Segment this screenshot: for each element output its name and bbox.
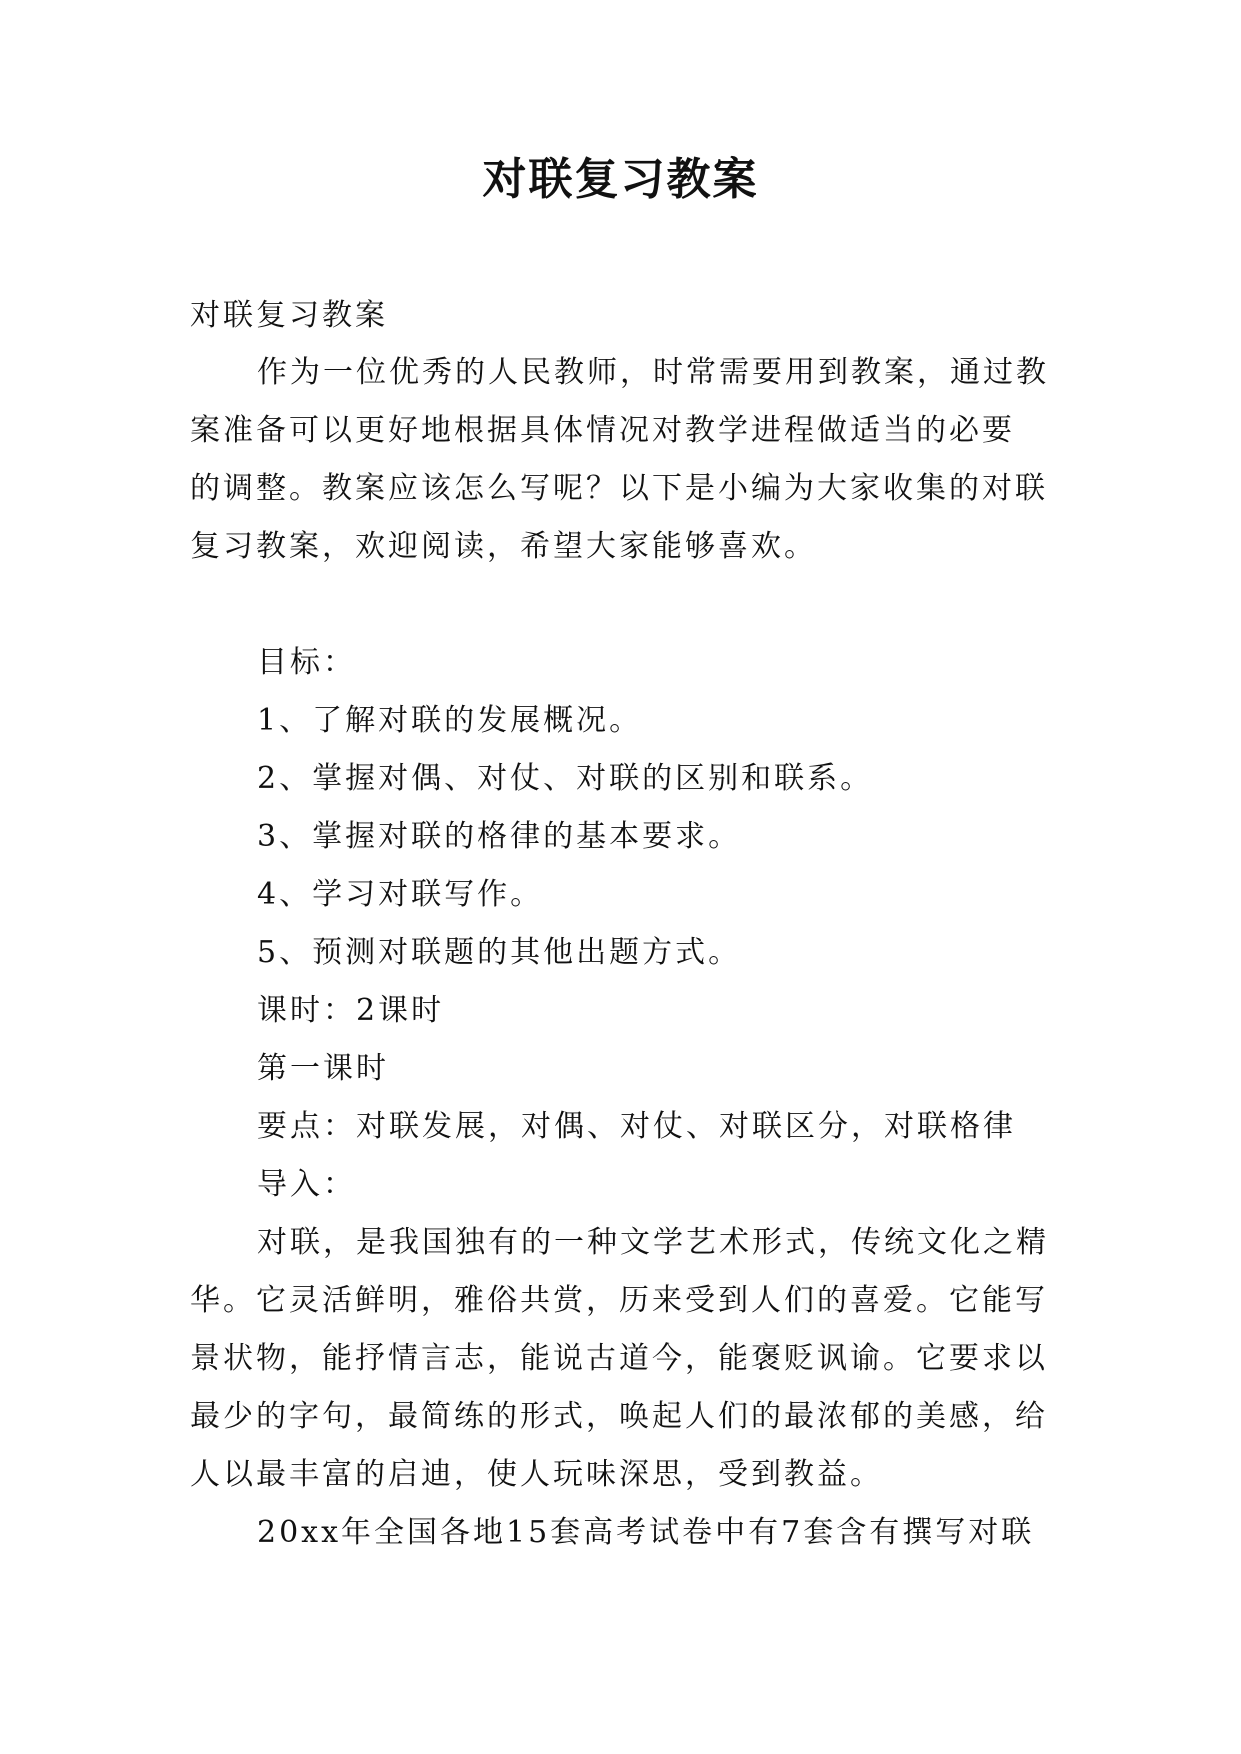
body-line-3: 景状物，能抒情言志，能说古道今，能褒贬讽谕。它要求以 bbox=[190, 1341, 1048, 1376]
goal-item-4: 4、学习对联写作。 bbox=[257, 877, 544, 912]
class-hours: 课时：2课时 bbox=[257, 993, 445, 1028]
goal-item-3: 3、掌握对联的格律的基本要求。 bbox=[257, 819, 742, 854]
key-points: 要点：对联发展，对偶、对仗、对联区分，对联格律 bbox=[257, 1109, 1016, 1144]
first-lesson-heading: 第一课时 bbox=[257, 1051, 389, 1086]
goal-item-5: 5、预测对联题的其他出题方式。 bbox=[257, 935, 742, 970]
goals-heading: 目标： bbox=[257, 645, 356, 680]
intro-line-4: 复习教案，欢迎阅读，希望大家能够喜欢。 bbox=[190, 529, 817, 564]
body-line-5: 人以最丰富的启迪，使人玩味深思，受到教益。 bbox=[190, 1457, 883, 1492]
body-line-2: 华。它灵活鲜明，雅俗共赏，历来受到人们的喜爱。它能写 bbox=[190, 1283, 1048, 1318]
body-line-6: 20xx年全国各地15套高考试卷中有7套含有撰写对联 bbox=[257, 1515, 1035, 1550]
goal-item-1: 1、了解对联的发展概况。 bbox=[257, 703, 643, 738]
subtitle-line: 对联复习教案 bbox=[190, 298, 388, 333]
document-title: 对联复习教案 bbox=[482, 154, 759, 205]
goal-item-2: 2、掌握对偶、对仗、对联的区别和联系。 bbox=[257, 761, 874, 796]
body-line-4: 最少的字句，最简练的形式，唤起人们的最浓郁的美感，给 bbox=[190, 1399, 1048, 1434]
intro-line-3: 的调整。教案应该怎么写呢？以下是小编为大家收集的对联 bbox=[190, 471, 1048, 506]
body-line-1: 对联，是我国独有的一种文学艺术形式，传统文化之精 bbox=[257, 1225, 1049, 1260]
intro-line-1: 作为一位优秀的人民教师，时常需要用到教案，通过教 bbox=[257, 355, 1049, 390]
intro-line-2: 案准备可以更好地根据具体情况对教学进程做适当的必要 bbox=[190, 413, 1015, 448]
introduction-heading: 导入： bbox=[257, 1167, 356, 1202]
